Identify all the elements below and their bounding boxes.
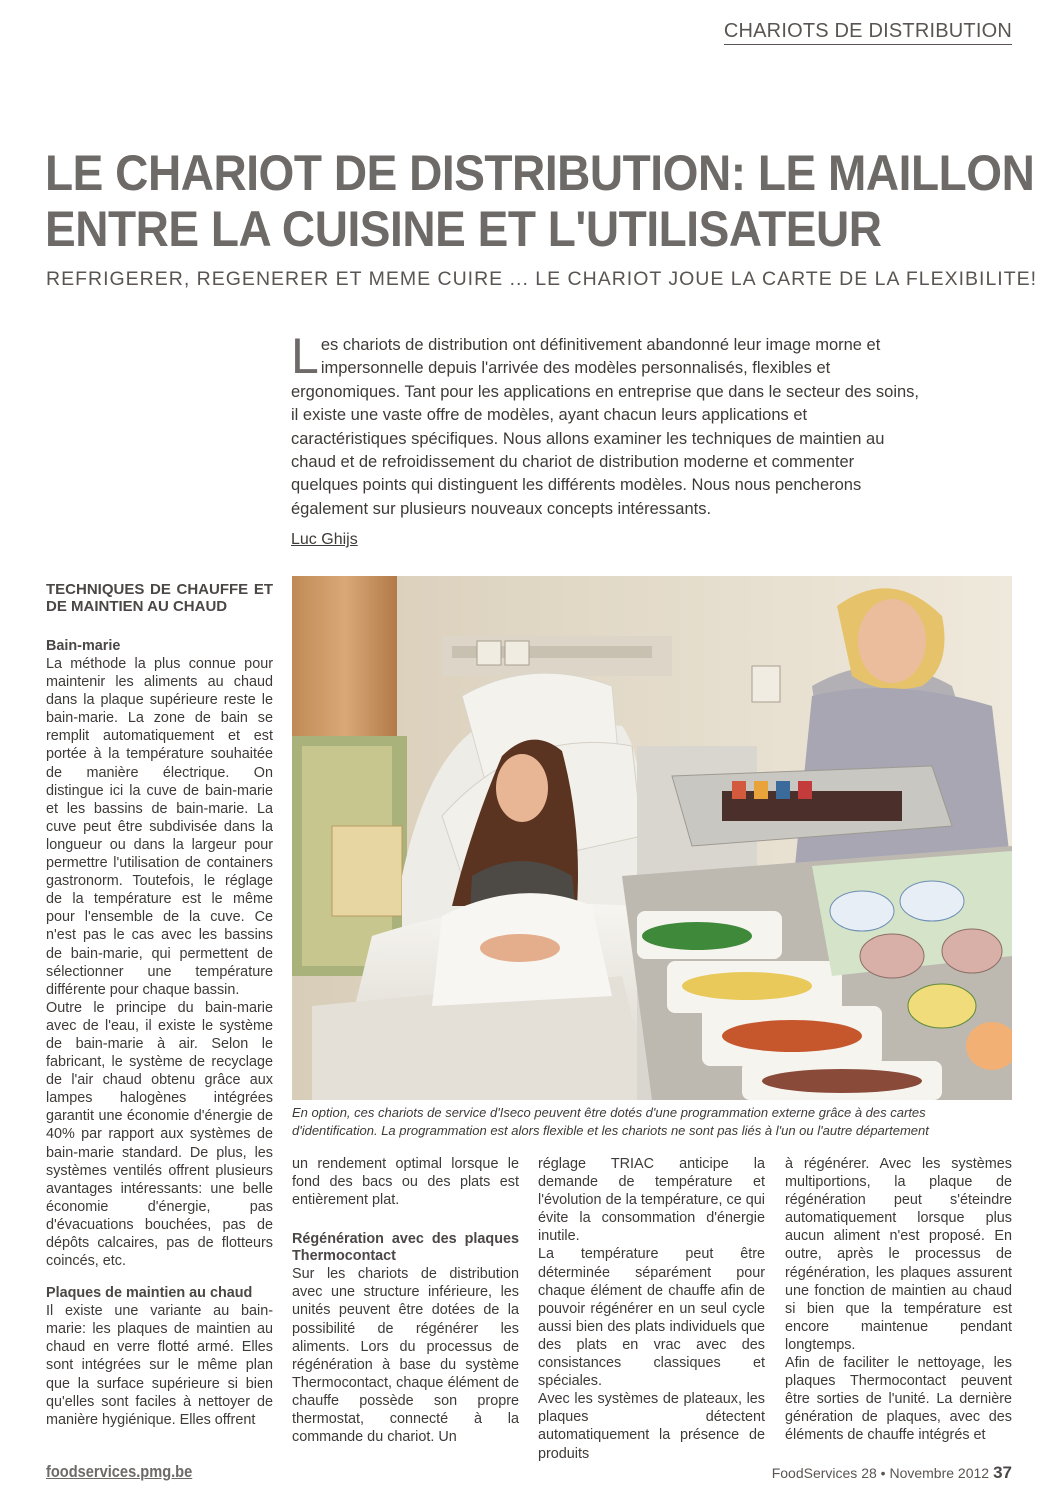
paragraph: Outre le principe du bain-marie avec de l'eau, il existe le système de bain-marie à air. Selon le fabricant, le système de recyclage de l'air chaud obtenu grâce aux lampes halogènes intégrées garantit une économie d'énergie de 40% par rapport aux systèmes de bain-marie standard. De plus, les systèmes ventilés offrent plusieurs avantages intéressants: une belle économie d'énergie, pas d'évacuations bouchées, pas de dépôts calcaires, pas de flotteurs coincés, etc. (46, 999, 273, 1270)
paragraph: réglage TRIAC anticipe la demande de température et l'évolution de la température, ce qui évite la consommation d'énergie inutile. (538, 1156, 765, 1245)
subheading-plaques: Plaques de maintien au chaud (46, 1285, 253, 1302)
footer-issue-info (772, 1463, 1012, 1483)
section-label: CHARIOTS DE DISTRIBUTION (724, 20, 1012, 45)
paragraph: La température peut être déterminée séparément pour chaque élément de chauffe afin de pouvoir régénérer en un seul cycle aussi bien des plats individuels que des plats en vrac avec des consistances classiques et spéciales. (538, 1246, 765, 1390)
section-heading: TECHNIQUES DE CHAUFFE ET DE MAINTIEN AU CHAUD (46, 581, 273, 615)
paragraph: Afin de faciliter le nettoyage, les plaques Thermocontact peuvent être sorties de l'unité. La dernière génération de plaques, avec des éléments de chauffe intégrés et (785, 1355, 1012, 1444)
photo-caption: En option, ces chariots de service d'Iseco peuvent être dotés d'une programmation externe grâce à des cartes d'identification. La programmation est alors flexible et les chariots ne sont pas liés à l'un ou l'autre département (292, 1105, 929, 1138)
article-photo (292, 576, 1012, 1100)
intro-text: es chariots de distribution ont définitivement abandonné leur image morne et impersonnelle depuis l'arrivée des modèles personnalisés, flexibles et ergonomiques. Tant pour les applications en entreprise que dans le secteur des soins, il existe une vaste offre de modèles, ayant chacun leurs applications et caractéristiques spécifiques. Nous allons examiner les techniques de maintien au chaud et de refroidissement du chariot de distribution moderne et commenter quelques points qui distinguent les différents modèles. Nous nous pencherons également sur plusieurs nouveaux concepts intéressants. (291, 336, 919, 518)
issue-label: FoodServices 28 • Novembre 2012 (771, 1465, 990, 1481)
paragraph: à régénérer. Avec les systèmes multiportions, la plaque de régénération peut s'éteindre automatiquement lorsque plus aucun aliment n'est proposé. En outre, après le processus de régénération, les plaques assurent une fonction de maintien au chaud si bien que la température est encore maintenue pendant longtemps. (785, 1156, 1012, 1353)
drop-cap: L (291, 328, 319, 384)
article-title (45, 145, 1035, 257)
text-column-4 (785, 1155, 1012, 1445)
subheading-bain-marie: Bain-marie (46, 638, 121, 654)
paragraph: Il existe une variante au bain-marie: les plaques de maintien au chaud en verre flotté armé. Elles sont intégrées sur le même plan que la surface supérieure si bien qu'elles sont faciles à nettoyer de manière hygiénique. Elles offrent (46, 1303, 273, 1428)
footer-website-link[interactable]: foodservices.pmg.be (46, 1462, 193, 1481)
title-line-1: LE CHARIOT DE DISTRIBUTION: LE MAILLON (45, 145, 1035, 201)
paragraph: La méthode la plus connue pour maintenir les aliments au chaud dans la plaque supérieure reste le bain-marie. La zone de bain se remplit automatiquement et est portée à la température souhaitée de manière électrique. On distingue ici la cuve de bain-marie et les bassins de bain-marie. La cuve peut être subdivisée dans la longueur ou dans la largeur pour permettre l'utilisation de containers gastronorm. Toutefois, le réglage de la température est le même pour l'ensemble de la cuve. Ce n'est pas le cas avec les bassins de bain-marie, qui permettent de sélectionner une température différente pour chaque bassin. (46, 656, 273, 998)
subheading-regeneration: Régénération avec des plaques Thermocontact (292, 1231, 519, 1265)
paragraph: Avec les systèmes de plateaux, les plaques détectent automatiquement la présence de produits (538, 1391, 765, 1462)
text-column-1 (46, 581, 273, 1429)
article-subtitle: REFRIGERER, REGENERER ET MEME CUIRE ... LE CHARIOT JOUE LA CARTE DE LA FLEXIBILITE! (46, 268, 1038, 290)
text-column-3 (538, 1155, 765, 1463)
intro-paragraph (291, 328, 921, 521)
paragraph: un rendement optimal lorsque le fond des bacs ou des plats est entièrement plat. (292, 1156, 519, 1209)
text-column-2 (292, 1155, 519, 1446)
title-line-2: ENTRE LA CUISINE ET L'UTILISATEUR (45, 201, 882, 257)
author-byline: Luc Ghijs (291, 531, 358, 548)
page-number: 37 (993, 1463, 1012, 1482)
paragraph: Sur les chariots de distribution avec une structure inférieure, les unités peuvent être dotées de la possibilité de régénérer les aliments. Lors du processus de régénération à base du système Thermocontact, chaque élément de chauffe possède son propre thermostat, connecté à la commande du chariot. Un (292, 1266, 519, 1446)
hospital-scene-illustration (292, 576, 1012, 1100)
